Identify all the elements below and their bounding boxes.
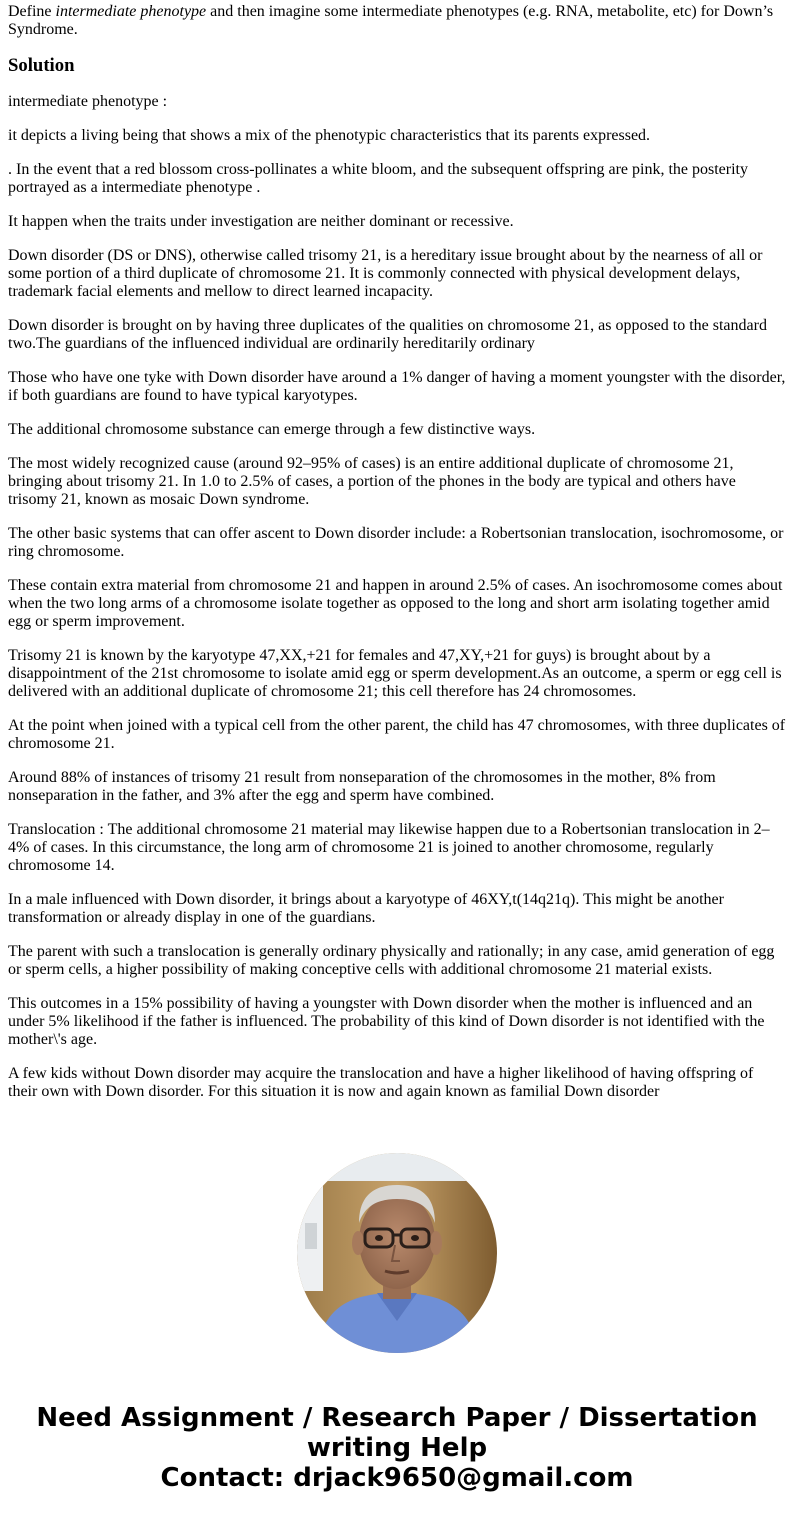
paragraph: It happen when the traits under investigation are neither dominant or recessive.	[8, 213, 514, 230]
question-suffix: and then imagine some intermediate phenotypes (e.g. RNA, metabolite, etc) for Down’s Syndrome.	[8, 3, 774, 38]
paragraph: A few kids without Down disorder may acquire the translocation and have a higher likelihood of having offspring of their own with Down disorder. For this situation it is now and again known as familial Down disorder	[8, 1065, 754, 1100]
paragraph: These contain extra material from chromosome 21 and happen in around 2.5% of cases. An isochromosome comes about when the two long arms of a chromosome isolate together as opposed to the long and short arm isolating together amid egg or sperm improvement.	[8, 577, 783, 630]
paragraph: it depicts a living being that shows a mix of the phenotypic characteristics that its parents expressed.	[8, 127, 651, 144]
paragraph: The parent with such a translocation is generally ordinary physically and rationally; in any case, amid generation of egg or sperm cells, a higher possibility of making conceptive cells with additional chromosome 21 material exists.	[8, 943, 775, 978]
question-prefix: Define	[8, 3, 56, 20]
promo-contact: Contact: drjack9650@gmail.com	[160, 1463, 634, 1493]
paragraph: Translocation : The additional chromosome 21 material may likewise happen due to a Robertsonian translocation in 2–4% of cases. In this circumstance, the long arm of chromosome 21 is joined to another chromosome, regularly chromosome 14.	[8, 821, 770, 874]
paragraph: The most widely recognized cause (around 92–95% of cases) is an entire additional duplicate of chromosome 21, bringing about trisomy 21. In 1.0 to 2.5% of cases, a portion of the phones in the body are typical and others have trisomy 21, known as mosaic Down syndrome.	[8, 455, 736, 508]
paragraph: Down disorder (DS or DNS), otherwise called trisomy 21, is a hereditary issue brought about by the nearness of all or some portion of a third duplicate of chromosome 21. It is commonly connected with physical development delays, trademark facial elements and mellow to direct learned incapacity.	[8, 247, 763, 300]
paragraph: Around 88% of instances of trisomy 21 result from nonseparation of the chromosomes in the mother, 8% from nonseparation in the father, and 3% after the egg and sperm have combined.	[8, 769, 716, 804]
promo-line-1: Need Assignment / Research Paper / Dissertation	[36, 1403, 758, 1433]
paragraph: Those who have one tyke with Down disorder have around a 1% danger of having a moment youngster with the disorder, if both guardians are found to have typical karyotypes.	[8, 369, 786, 404]
paragraph: intermediate phenotype :	[8, 93, 168, 110]
paragraph: Trisomy 21 is known by the karyotype 47,XX,+21 for females and 47,XY,+21 for guys) is brought about by a disappointment of the 21st chromosome to isolate amid egg or sperm development.As an outcome, a sperm or egg cell is delivered with an additional duplicate of chromosome 21; this cell therefore has 24 chromosomes.	[8, 647, 782, 700]
avatar-portrait	[297, 1153, 497, 1353]
paragraph: The additional chromosome substance can emerge through a few distinctive ways.	[8, 421, 536, 438]
paragraph: . In the event that a red blossom cross-pollinates a white bloom, and the subsequent offspring are pink, the posterity portrayed as a intermediate phenotype .	[8, 161, 748, 196]
question-text	[8, 3, 786, 39]
paragraph: In a male influenced with Down disorder, it brings about a karyotype of 46XY,t(14q21q). This might be another transformation or already display in one of the guardians.	[8, 891, 724, 926]
paragraph: At the point when joined with a typical cell from the other parent, the child has 47 chromosomes, with three duplicates of chromosome 21.	[8, 717, 786, 752]
promo-line-2: writing Help	[306, 1433, 488, 1463]
paragraph: This outcomes in a 15% possibility of having a youngster with Down disorder when the mother is influenced and an under 5% likelihood if the father is influenced. The probability of this kind of Down disorder is not identified with the mother\'s age.	[8, 995, 765, 1048]
paragraph: Down disorder is brought on by having three duplicates of the qualities on chromosome 21, as opposed to the standard two.The guardians of the influenced individual are ordinarily hereditarily ordinary	[8, 317, 767, 352]
avatar	[297, 1153, 497, 1353]
solution-heading: Solution	[8, 55, 75, 76]
paragraph: The other basic systems that can offer ascent to Down disorder include: a Robertsonian translocation, isochromosome, or ring chromosome.	[8, 525, 784, 560]
question-term: intermediate phenotype	[55, 3, 207, 20]
promo-banner	[0, 1403, 794, 1493]
